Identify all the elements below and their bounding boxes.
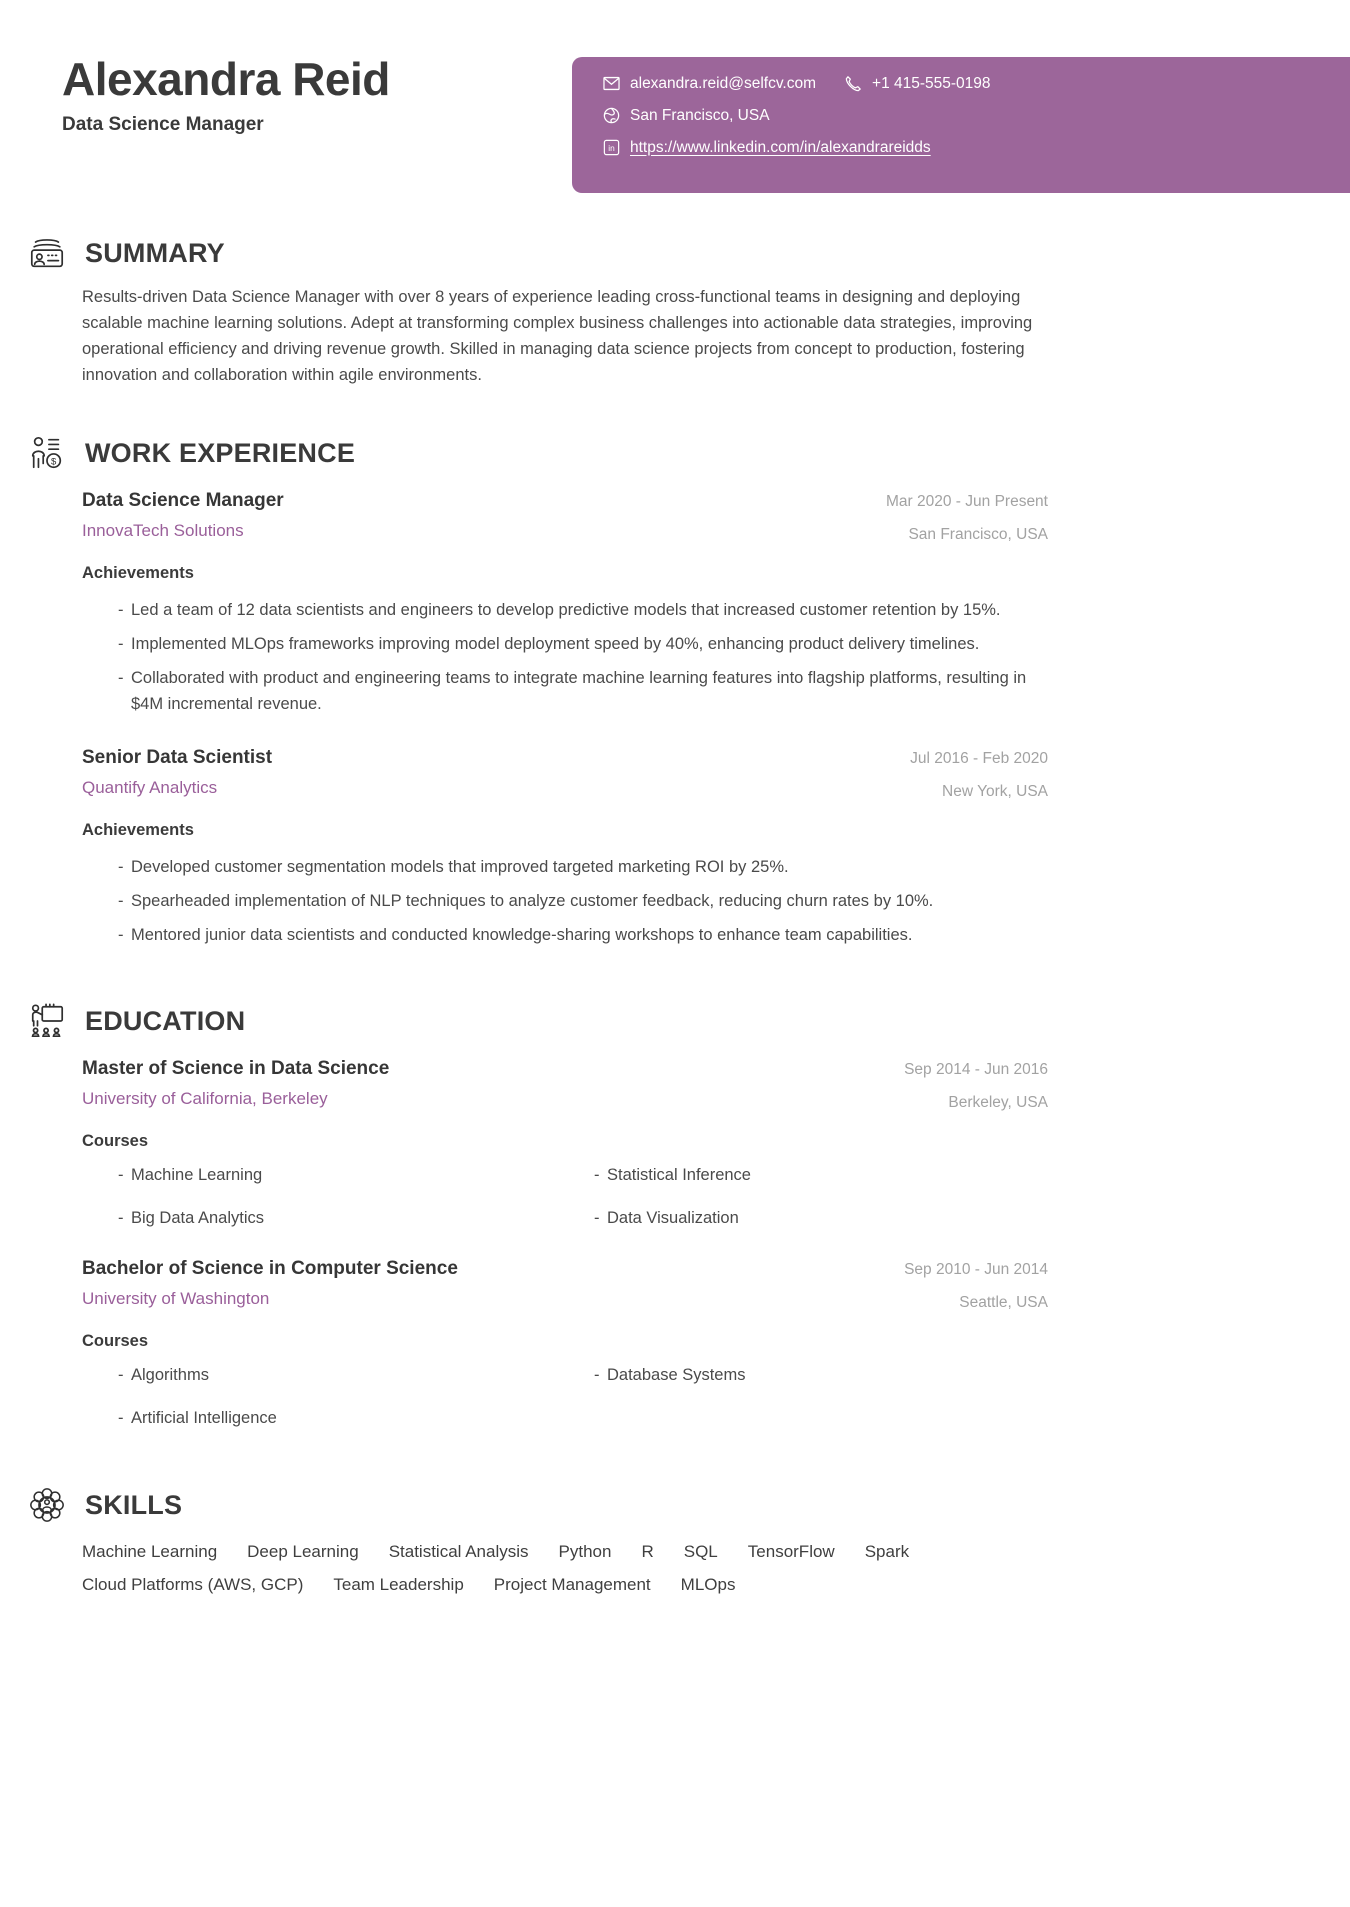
svg-text:in: in xyxy=(608,143,615,154)
degree-dates-2: Sep 2010 - Jun 2014 xyxy=(904,1261,1048,1278)
job-bullets-1 xyxy=(118,597,1033,717)
bullet-item: - Spearheaded implementation of NLP techniques to analyze customer feedback, reducing churn rates by 10%. xyxy=(118,888,1033,914)
job-company-1: InnovaTech Solutions xyxy=(82,521,244,540)
summary-text: Results-driven Data Science Manager with over 8 years of experience leading cross-functional teams in designing and deploying scalable machine learning solutions. Adept at transforming complex business challenges into actionable data strategies, improving operational efficiency and driving revenue growth. Skilled in managing data science projects from concept to production, fostering innovation and collaboration within agile environments. xyxy=(82,288,1033,384)
work-header xyxy=(28,434,1048,472)
degree-location-1: Berkeley, USA xyxy=(948,1093,1048,1111)
contact-row-1 xyxy=(602,74,1330,93)
skill-item: Cloud Platforms (AWS, GCP) xyxy=(82,1575,304,1594)
courses-grid-2 xyxy=(118,1365,1033,1428)
job-bullets-2 xyxy=(118,854,1033,948)
course-item: - Big Data Analytics xyxy=(118,1208,594,1228)
degree-entry-1 xyxy=(82,1058,1048,1228)
skill-item: Team Leadership xyxy=(333,1575,464,1594)
envelope-icon xyxy=(602,74,621,93)
contact-card xyxy=(572,57,1350,193)
education-title: EDUCATION xyxy=(85,1005,246,1036)
bullet-item: - Implemented MLOps frameworks improving model deployment speed by 40%, enhancing product delivery timelines. xyxy=(118,631,1033,657)
achievements-label-2: Achievements xyxy=(82,821,194,839)
linkedin-link[interactable]: https://www.linkedin.com/in/alexandrareidds xyxy=(630,138,931,156)
contact-location xyxy=(602,106,770,125)
skill-item: Machine Learning xyxy=(82,1542,218,1561)
id-card-icon xyxy=(28,234,66,272)
svg-text:$: $ xyxy=(51,456,57,468)
job-company-2: Quantify Analytics xyxy=(82,778,218,797)
rosette-badge-icon xyxy=(28,1486,66,1524)
skill-item: Python xyxy=(558,1542,612,1561)
job-entry-2 xyxy=(82,747,1048,948)
contact-row-3 xyxy=(602,138,1330,157)
bullet-item: - Mentored junior data scientists and conducted knowledge-sharing workshops to enhance team capabilities. xyxy=(118,922,1033,948)
skill-item: R xyxy=(641,1542,654,1561)
course-item: - Algorithms xyxy=(118,1365,594,1385)
course-item: - Statistical Inference xyxy=(594,1165,1033,1185)
contact-location-text: San Francisco, USA xyxy=(630,106,770,124)
degree-title-2: Bachelor of Science in Computer Science xyxy=(82,1258,458,1279)
job-dates-2: Jul 2016 - Feb 2020 xyxy=(910,750,1048,767)
work-title: WORK EXPERIENCE xyxy=(85,437,356,468)
course-item: - Artificial Intelligence xyxy=(118,1408,594,1428)
section-skills xyxy=(28,1486,1048,1595)
contact-phone-text: +1 415-555-0198 xyxy=(872,74,991,92)
courses-grid-1 xyxy=(118,1165,1033,1228)
job-title-2: Senior Data Scientist xyxy=(82,747,273,768)
bullet-item: - Collaborated with product and engineering teams to integrate machine learning features into flagship platforms, resulting in $4M incremental revenue. xyxy=(118,665,1033,717)
course-item: - Database Systems xyxy=(594,1365,1033,1385)
bullet-item: - Developed customer segmentation models that improved targeted marketing ROI by 25%. xyxy=(118,854,1033,880)
phone-icon xyxy=(844,74,863,93)
courses-label-2: Courses xyxy=(82,1332,149,1350)
presentation-icon xyxy=(28,1002,66,1040)
contact-email xyxy=(602,74,816,93)
contact-phone xyxy=(844,74,991,93)
skill-item: TensorFlow xyxy=(747,1542,835,1561)
degree-dates-1: Sep 2014 - Jun 2016 xyxy=(904,1061,1048,1078)
summary-title: SUMMARY xyxy=(85,237,225,268)
degree-school-1: University of California, Berkeley xyxy=(82,1089,328,1108)
achievements-label-1: Achievements xyxy=(82,564,194,582)
person-with-dollar-icon xyxy=(28,434,66,472)
summary-header xyxy=(28,234,1048,272)
skill-item: MLOps xyxy=(680,1575,736,1594)
contact-email-text: alexandra.reid@selfcv.com xyxy=(630,74,817,92)
candidate-name: Alexandra Reid xyxy=(62,53,390,105)
bullet-item: - Led a team of 12 data scientists and engineers to develop predictive models that increased customer retention by 15%. xyxy=(118,597,1033,623)
candidate-title: Data Science Manager xyxy=(62,114,264,135)
degree-location-2: Seattle, USA xyxy=(959,1293,1048,1311)
job-location-2: New York, USA xyxy=(942,782,1048,800)
courses-label-1: Courses xyxy=(82,1132,149,1150)
skill-item: Deep Learning xyxy=(247,1542,359,1561)
skill-item: Spark xyxy=(864,1542,910,1561)
job-entry-1 xyxy=(82,490,1048,717)
degree-title-1: Master of Science in Data Science xyxy=(82,1058,390,1079)
job-dates-1: Mar 2020 - Jun Present xyxy=(886,493,1048,510)
skills-list xyxy=(82,1542,1022,1595)
degree-school-2: University of Washington xyxy=(82,1289,270,1308)
header xyxy=(0,0,1350,210)
linkedin-icon xyxy=(602,138,621,157)
skill-item: Project Management xyxy=(493,1575,651,1594)
section-education xyxy=(28,1002,1048,1428)
skills-header xyxy=(28,1486,1048,1524)
section-work-experience xyxy=(28,434,1048,948)
course-item: - Data Visualization xyxy=(594,1208,1033,1228)
job-title-1: Data Science Manager xyxy=(82,490,284,511)
section-summary xyxy=(28,234,1048,388)
skills-title: SKILLS xyxy=(85,1489,183,1520)
degree-entry-2 xyxy=(82,1258,1048,1428)
contact-linkedin xyxy=(602,138,931,157)
job-location-1: San Francisco, USA xyxy=(908,525,1048,543)
globe-icon xyxy=(602,106,621,125)
contact-row-2 xyxy=(602,106,1330,125)
skill-item: SQL xyxy=(683,1542,718,1561)
education-header xyxy=(28,1002,1048,1040)
skill-item: Statistical Analysis xyxy=(388,1542,529,1561)
course-item: - Machine Learning xyxy=(118,1165,594,1185)
